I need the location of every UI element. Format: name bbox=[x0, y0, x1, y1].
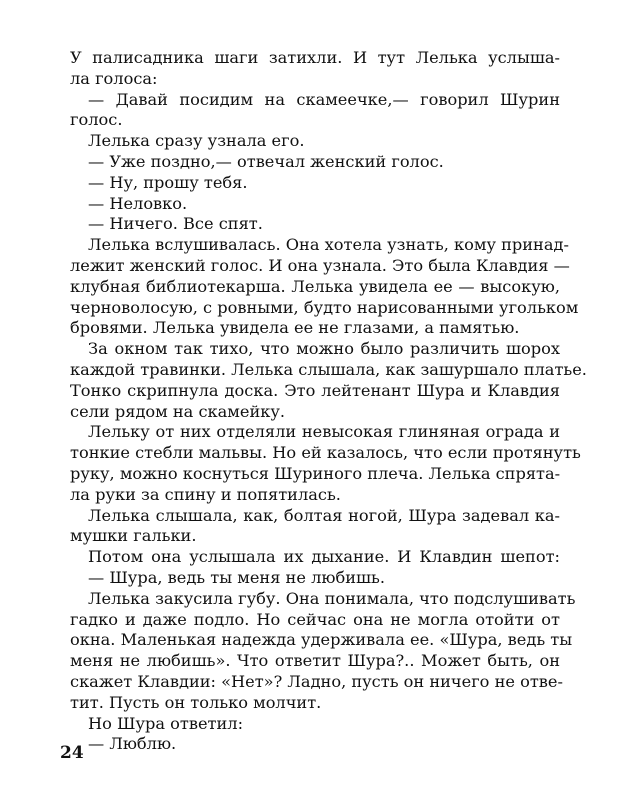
text-line: тонкие стебли мальвы. Но ей казалось, что если протянуть bbox=[70, 443, 581, 463]
text-line: меня не любишь». Что ответит Шура?.. Может быть, он bbox=[70, 651, 560, 671]
text-line: гадко и даже подло. Но сейчас она не могла отойти от bbox=[70, 609, 560, 629]
text-line: мушки гальки. bbox=[70, 526, 197, 546]
text-line: каждой травинки. Лелька слышала, как зашуршало платье. bbox=[70, 359, 587, 379]
text-line: Лельку от них отделяли невысокая глиняная ограда и bbox=[88, 422, 560, 442]
text-line: Лелька закусила губу. Она понимала, что подслушивать bbox=[88, 588, 576, 608]
text-line: бровями. Лелька увидела ее не глазами, а памятью. bbox=[70, 318, 520, 338]
text-line: окна. Маленькая надежда удерживала ее. «Шура, ведь ты bbox=[70, 630, 573, 650]
text-line: Лелька слышала, как, болтая ногой, Шура задевал ка- bbox=[88, 505, 560, 525]
text-line: Лелька вслушивалась. Она хотела узнать, кому принад- bbox=[88, 235, 569, 255]
text-line: тит. Пусть он только молчит. bbox=[70, 692, 322, 712]
body-text bbox=[70, 48, 587, 755]
text-line: — Шура, ведь ты меня не любишь. bbox=[88, 567, 385, 587]
text-line: черноволосую, с ровными, будто нарисованными угольком bbox=[70, 297, 579, 317]
text-line: руку, можно коснуться Шуриного плеча. Лелька спрята- bbox=[70, 463, 561, 483]
text-line: Потом она услышала их дыхание. И Клавдин шепот: bbox=[88, 547, 560, 567]
text-line: скажет Клавдии: «Нет»? Ладно, пусть он ничего не отве- bbox=[70, 671, 563, 691]
text-line: ла голоса: bbox=[70, 68, 158, 88]
text-line: клубная библиотекарша. Лелька увидела ее — высокую, bbox=[70, 276, 560, 296]
text-line: ла руки за спину и попятилась. bbox=[70, 484, 341, 504]
text-line: голос. bbox=[70, 110, 123, 130]
text-line: — Люблю. bbox=[88, 734, 177, 754]
page-number: 24 bbox=[60, 743, 84, 763]
text-line: Но Шура ответил: bbox=[88, 713, 244, 733]
text-line: За окном так тихо, что можно было различить шорох bbox=[88, 339, 560, 359]
text-line: — Ну, прошу тебя. bbox=[88, 172, 248, 192]
text-line: — Ничего. Все спят. bbox=[88, 214, 263, 234]
text-line: сели рядом на скамейку. bbox=[70, 401, 286, 421]
text-line: — Давай посидим на скамеечке,— говорил Шурин bbox=[88, 89, 560, 109]
text-line: — Уже поздно,— отвечал женский голос. bbox=[88, 151, 444, 171]
text-line: лежит женский голос. И она узнала. Это была Клавдия — bbox=[70, 255, 570, 275]
text-line: Лелька сразу узнала его. bbox=[88, 131, 305, 151]
text-line: — Неловко. bbox=[88, 193, 188, 213]
text-line: У палисадника шаги затихли. И тут Лелька услыша- bbox=[70, 48, 560, 67]
text-line: Тонко скрипнула доска. Это лейтенант Шура и Клавдия bbox=[70, 380, 560, 400]
